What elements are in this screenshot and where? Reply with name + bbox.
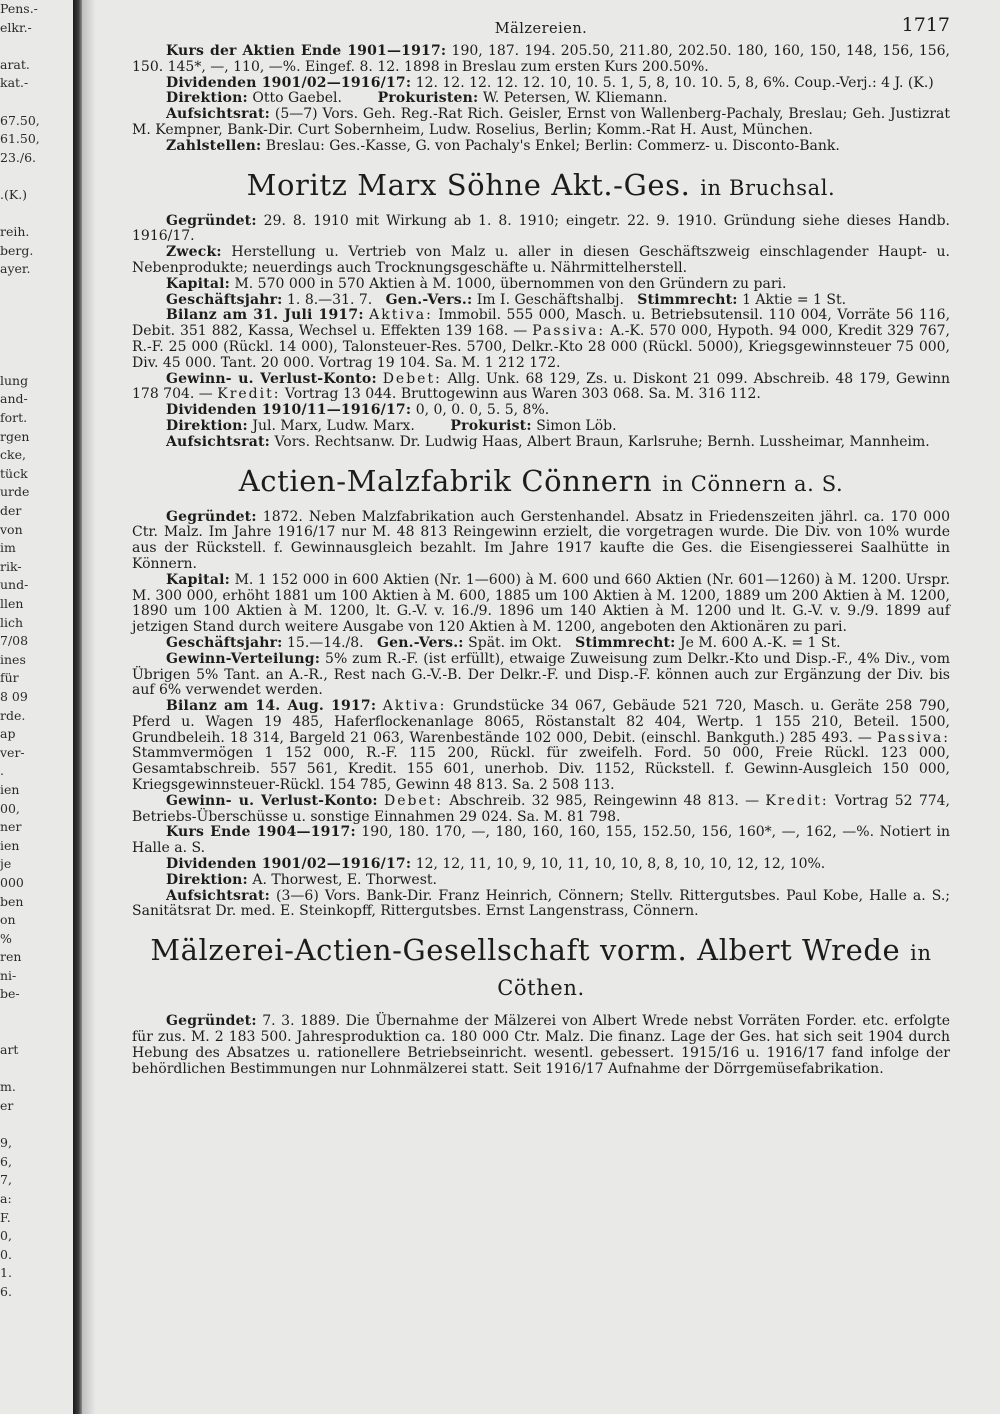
margin-fragment xyxy=(0,279,62,298)
direktion-label: Direktion: xyxy=(166,871,248,888)
kurs-text: 190, 180. 170, —, 180, 160, 160, 155, 152.50, 156, 160*, —, 162, —%. Notiert in Halle a. S. xyxy=(132,824,950,857)
kredit-text: Vortrag 52 774, Betriebs-Überschüsse u. sonstige Einnahmen 29 024. Sa. M. 81 798. xyxy=(132,792,950,825)
coennern-geschaeftsjahr xyxy=(132,636,950,652)
margin-fragment: cke, xyxy=(0,447,26,463)
margin-fragment: ner xyxy=(0,819,22,835)
gewinnverteilung-text: 5% zum R.-F. (ist erfüllt), etwaige Zuweisung zum Delkr.-Kto und Disp.-F., 4% Div., vom Übrigen 5% Tant. an A.-R., Rest nach G.-V.-B. Der Delkr.-F. und Disp.-F. können auch zur Ergänzung der Div. bis auf 6% verwendet werden. xyxy=(132,650,951,699)
margin-fragment xyxy=(0,1023,62,1042)
page xyxy=(132,14,951,1077)
margin-fragment: ines xyxy=(0,651,26,667)
bilanz-label: Bilanz am 31. Juli 1917: xyxy=(166,307,364,324)
margin-fragment: berg. xyxy=(0,242,34,258)
passiva-text: A.-K. 570 000, Hypoth. 94 000, Kredit 329 767, R.-F. 25 000 (Rückl. 14 000), Talonsteuer-Res. 5700, Delkr.-Kto 28 000 (Rückl. 5000), Kriegsgewinnsteuer 75 000, Div. 45 000. Tant. 20 000. Vortrag 19 104. Sa. M. 1 212 172. xyxy=(132,323,950,371)
margin-fragment: a: xyxy=(0,1191,12,1206)
margin-fragment: tück xyxy=(0,465,28,481)
kredit-label: Kredit: xyxy=(765,792,829,809)
debet-text: Abschreib. 32 985, Reingewinn 48 813. — xyxy=(449,792,760,809)
margin-fragment: and- xyxy=(0,391,28,407)
aktiva-text: Grundstücke 34 067, Gebäude 521 720, Masch. u. Geräte 258 790, Pferd u. Wagen 19 485, Haferflockenanlage 8065, Röstanstalt 82 404, Wertp. 1 155 210, Beteil. 1500, Grundbeleih. 18 314, Bargeld 21 063, Warenbestände 102 000, Debit. (einschl. Bankguth.) 285 493. — xyxy=(132,698,951,746)
company-name: Actien-Malzfabrik Cönnern xyxy=(238,463,653,498)
margin-fragment: kat.- xyxy=(0,75,29,91)
margin-fragment: ayer. xyxy=(0,261,31,277)
prokuristen-label: Prokuristen: xyxy=(377,90,479,107)
gegruendet-label: Gegründet: xyxy=(166,508,257,525)
marx-guv xyxy=(132,372,950,404)
passiva-label: Passiva: xyxy=(877,729,950,746)
passiva-text: Stammvermögen 1 152 000, R.-F. 115 200, Rückl. für zweifelh. Ford. 50 000, Freie Rückl. 123 000, Gesamtabschreib. 557 561, Kredit. 155 601, unerhob. Div. 1152, Rückstell. f. Gewinn-Ausgleich 150 000, Kriegsgewinnsteuer-Rückl. 154 785, Gewinn 48 813. Sa. 2 508 113. xyxy=(132,745,950,794)
margin-fragment: der xyxy=(0,503,22,519)
marx-bilanz xyxy=(132,308,950,371)
margin-fragment: je xyxy=(0,856,12,872)
margin-fragment: % xyxy=(0,930,12,946)
guv-label: Gewinn- u. Verlust-Konto: xyxy=(166,792,378,809)
stimmrecht-label: Stimmrecht: xyxy=(637,291,738,308)
margin-fragment: ren xyxy=(0,949,22,965)
dividenden-text: 12, 12, 11, 10, 9, 10, 11, 10, 10, 8, 8, 10, 10, 12, 12, 10%. xyxy=(415,856,826,873)
margin-fragment: rgen xyxy=(0,428,30,444)
direktion-text: Jul. Marx, Ludw. Marx. xyxy=(252,417,415,434)
kurs-label: Kurs der Aktien Ende 1901—1917: xyxy=(166,43,447,59)
kredit-text: Vortrag 13 044. Bruttogewinn aus Waren 303 068. Sa. M. 316 112. xyxy=(284,386,761,403)
coennern-bilanz xyxy=(132,699,950,794)
margin-fragment xyxy=(0,1060,62,1079)
margin-fragment: 6, xyxy=(0,1153,12,1169)
aufsichtsrat-label: Aufsichtsrat: xyxy=(166,433,270,450)
margin-fragment xyxy=(0,316,62,335)
margin-fragment: art xyxy=(0,1042,19,1058)
margin-fragment xyxy=(0,335,62,354)
coennern-kurs xyxy=(132,825,950,857)
marx-gegruendet xyxy=(132,214,950,246)
margin-fragment: be- xyxy=(0,986,20,1002)
running-title: Mälzereien. xyxy=(494,21,588,37)
debet-label: Debet: xyxy=(382,370,442,387)
aktiva-label: Aktiva: xyxy=(369,307,433,324)
margin-fragment: 7/08 xyxy=(0,633,29,649)
margin-fragment: 61.50, xyxy=(0,131,40,147)
margin-fragment: 6. xyxy=(0,1283,12,1299)
company-name: Moritz Marx Söhne Akt.-Ges. xyxy=(246,167,691,202)
marx-aufsichtsrat xyxy=(132,435,950,451)
coennern-dividenden xyxy=(132,857,950,873)
margin-fragment: fort. xyxy=(0,410,28,426)
prev-zahlstellen xyxy=(132,139,950,155)
dividenden-text: 12. 12. 12. 12. 12. 10, 10. 5. 1, 5, 8, 10. 10. 5, 8, 6%. Coup.-Verj.: 4 J. (K.) xyxy=(415,74,934,91)
margin-fragment xyxy=(0,1004,62,1023)
coennern-gewinnverteilung xyxy=(132,652,950,699)
zweck-text: Herstellung u. Vertrieb von Malz u. aller in diesen Geschäftszweig einschlagender Haupt- u. Nebenprodukte; neuerdings auch Trocknungsgeschäfte u. Nährmittelherstell. xyxy=(132,244,950,276)
margin-fragment: m. xyxy=(0,1079,16,1095)
marx-direktion xyxy=(132,419,950,435)
zahlstellen-text: Breslau: Ges.-Kasse, G. von Pachaly's Enkel; Berlin: Commerz- u. Disconto-Bank. xyxy=(265,137,840,154)
margin-fragment: F. xyxy=(0,1209,11,1225)
geschaeftsjahr-text: 1. 8.—31. 7. xyxy=(287,291,373,308)
prev-dividenden xyxy=(132,76,950,92)
company-heading-marx xyxy=(132,169,950,204)
stimmrecht-text: 1 Aktie = 1 St. xyxy=(742,291,847,308)
direktion-label: Direktion: xyxy=(166,90,248,107)
bilanz-label: Bilanz am 14. Aug. 1917: xyxy=(166,698,377,715)
margin-fragment: ap xyxy=(0,726,16,742)
gewinnverteilung-label: Gewinn-Verteilung: xyxy=(166,650,321,667)
margin-fragment: ien xyxy=(0,781,20,797)
margin-fragment: elkr.- xyxy=(0,19,32,35)
margin-fragment: arat. xyxy=(0,56,30,72)
zweck-label: Zweck: xyxy=(166,244,222,261)
prokurist-text: Simon Löb. xyxy=(536,417,617,434)
margin-fragment: ni- xyxy=(0,967,17,983)
margin-fragment xyxy=(0,167,62,186)
page-header xyxy=(132,14,950,44)
margin-fragment xyxy=(0,205,62,224)
margin-fragment: 00, xyxy=(0,800,20,816)
company-heading-coennern xyxy=(132,465,950,500)
kapital-text: M. 570 000 in 570 Aktien à M. 1000, übernommen von den Gründern zu pari. xyxy=(234,275,787,292)
aktiva-text: Immobil. 555 000, Masch. u. Betriebsutensil. 110 004, Vorräte 56 116, Debit. 351 882, Kassa, Wechsel u. Effekten 139 168. — xyxy=(132,307,951,340)
genvers-text: Spät. im Okt. xyxy=(468,634,562,651)
kurs-text: 190, 187. 194. 205.50, 211.80, 202.50. 180, 160, 150, 148, 156, 156, 150. 145*, —, 110, —%. Eingef. 8. 12. 1898 in Breslau zum ersten Kurs 200.50%. xyxy=(132,43,951,75)
margin-fragment: reih. xyxy=(0,224,30,240)
margin-fragment: lich xyxy=(0,614,24,630)
aktiva-label: Aktiva: xyxy=(382,698,447,715)
margin-fragment: von xyxy=(0,521,23,537)
genvers-label: Gen.-Vers.: xyxy=(385,291,473,308)
gegruendet-text: 7. 3. 1889. Die Übernahme der Mälzerei von Albert Wrede nebst Vorräten Forder. etc. erfolgte für zus. M. 2 183 500. Jahresproduktion ca. 180 000 Ctr. Malz. Die finanz. Lage der Ges. hat sich seit 1904 durch Hebung des Absatzes u. rationellere Betriebseinricht. wesentl. gebessert. 1915/16 u. 1916/17 fand infolge der behördlichen Bestimmungen nur Lohnmälzerei statt. Seit 1916/17 Aufnahme der Dörrgemüsefabrikation. xyxy=(132,1013,950,1077)
previous-page-margin xyxy=(0,0,62,1414)
dividenden-label: Dividenden 1901/02—1916/17: xyxy=(166,856,412,873)
margin-fragment: urde xyxy=(0,484,30,500)
margin-fragment xyxy=(0,1116,62,1135)
margin-fragment: und- xyxy=(0,577,29,593)
gegruendet-label: Gegründet: xyxy=(166,1013,257,1030)
company-location: in Cöthen. xyxy=(497,941,932,1001)
margin-fragment: ien xyxy=(0,837,20,853)
kredit-label: Kredit: xyxy=(217,386,281,403)
passiva-label: Passiva: xyxy=(532,323,606,340)
prokuristen-text: W. Petersen, W. Kliemann. xyxy=(482,90,668,107)
margin-fragment: llen xyxy=(0,596,24,611)
coennern-direktion xyxy=(132,873,950,889)
page-number: 1717 xyxy=(901,14,950,36)
genvers-text: Im I. Geschäftshalbj. xyxy=(476,291,624,308)
marx-kapital xyxy=(132,277,950,293)
margin-fragment xyxy=(0,353,62,372)
kapital-label: Kapital: xyxy=(166,571,230,588)
margin-fragment: on xyxy=(0,912,16,928)
dividenden-text: 0, 0, 0. 0, 5. 5, 8%. xyxy=(415,402,550,419)
genvers-label: Gen.-Vers.: xyxy=(376,634,464,651)
aufsichtsrat-label: Aufsichtsrat: xyxy=(166,106,270,123)
prev-aufsichtsrat xyxy=(132,107,950,139)
direktion-text: Otto Gaebel. xyxy=(252,90,342,107)
margin-fragment: 0. xyxy=(0,1246,12,1262)
dividenden-label: Dividenden 1901/02—1916/17: xyxy=(166,74,412,91)
coennern-guv xyxy=(132,794,950,826)
margin-fragment: lung xyxy=(0,372,29,388)
aufsichtsrat-text: (5—7) Vors. Geh. Reg.-Rat Rich. Geisler, Ernst von Wallenberg-Pachaly, Breslau; Geh. Justizrat M. Kempner, Bank-Dir. Curt Sobernheim, Ludw. Roselius, Berlin; Komm.-Rat H. Aust, München. xyxy=(132,106,951,138)
margin-fragment: für xyxy=(0,670,19,686)
margin-fragment xyxy=(0,93,62,112)
stimmrecht-text: Je M. 600 A.-K. = 1 St. xyxy=(679,634,841,651)
dividenden-label: Dividenden 1910/11—1916/17: xyxy=(166,402,412,419)
guv-label: Gewinn- u. Verlust-Konto: xyxy=(166,370,377,387)
spine-shadow xyxy=(82,0,96,1414)
margin-fragment: .(K.) xyxy=(0,186,28,202)
gegruendet-text: 29. 8. 1910 mit Wirkung ab 1. 8. 1910; eingetr. 22. 9. 1910. Gründung siehe dieses Handb. 1916/17. xyxy=(132,212,950,245)
direktion-label: Direktion: xyxy=(166,417,248,434)
prokurist-label: Prokurist: xyxy=(450,417,532,434)
company-location: in Cönnern a. S. xyxy=(662,471,844,496)
geschaeftsjahr-label: Geschäftsjahr: xyxy=(166,634,283,651)
zahlstellen-label: Zahlstellen: xyxy=(166,137,262,154)
margin-fragment: er xyxy=(0,1098,14,1114)
geschaeftsjahr-label: Geschäftsjahr: xyxy=(166,291,283,308)
margin-fragment: rde. xyxy=(0,707,26,723)
aufsichtsrat-text: Vors. Rechtsanw. Dr. Ludwig Haas, Albert Braun, Karlsruhe; Bernh. Lussheimar, Mannheim. xyxy=(274,433,930,450)
margin-fragment: 8 09 xyxy=(0,688,28,704)
margin-fragment: ben xyxy=(0,893,24,909)
prev-direktion xyxy=(132,91,950,107)
company-heading-wrede xyxy=(132,934,950,1004)
margin-fragment xyxy=(0,298,62,317)
company-name: Mälzerei-Actien-Gesellschaft vorm. Albert Wrede xyxy=(150,933,901,968)
margin-fragment: Pens.- xyxy=(0,1,38,16)
margin-fragment: 0, xyxy=(0,1228,12,1244)
marx-zweck xyxy=(132,245,950,277)
margin-fragment: ver- xyxy=(0,744,25,760)
company-location: in Bruchsal. xyxy=(700,175,836,200)
margin-fragment: . xyxy=(0,763,4,779)
coennern-gegruendet xyxy=(132,510,950,573)
wrede-gegruendet xyxy=(132,1014,950,1077)
kapital-text: M. 1 152 000 in 600 Aktien (Nr. 1—600) à M. 600 und 660 Aktien (Nr. 601—1260) à M. 1200. Urspr. M. 300 000, erhöht 1881 um 100 Aktien à M. 600, 1885 um 100 Aktien à M. 1200, 1889 um 200 Aktien à M. 1200, 1890 um 100 Aktien à M. 1200, lt. G.-V. v. 16./9. 1896 um 140 Aktien à M. 1200 und lt. G.-V. v. 9./9. 1899 auf jetzigen Stand durch weitere Ausgabe von 120 Aktien à M. 1200, angeboten den Aktionären zu pari. xyxy=(132,571,950,636)
book-spine xyxy=(73,0,82,1414)
margin-fragment xyxy=(0,37,62,56)
kapital-label: Kapital: xyxy=(166,275,230,292)
geschaeftsjahr-text: 15.—14./8. xyxy=(287,634,364,651)
margin-fragment: 67.50, xyxy=(0,112,40,128)
margin-fragment: im xyxy=(0,540,16,556)
marx-geschaeftsjahr xyxy=(132,293,950,309)
kurs-label: Kurs Ende 1904—1917: xyxy=(166,824,356,841)
debet-text: Allg. Unk. 68 129, Zs. u. Diskont 21 099. Abschreib. 48 179, Gewinn 178 704. — xyxy=(132,370,951,403)
coennern-kapital xyxy=(132,573,950,636)
margin-fragment: 23./6. xyxy=(0,149,37,165)
margin-fragment: 9, xyxy=(0,1135,12,1151)
gegruendet-text: 1872. Neben Malzfabrikation auch Gerstenhandel. Absatz in Friedenszeiten jährl. ca. 170 000 Ctr. Malz. Im Jahre 1916/17 nur M. 48 813 Reingewinn erzielt, die vorgetragen wurde. Die Div. von 10% wurde aus der Rückstell. f. Gewinnausgleich bezahlt. Im Jahre 1917 kaufte die Ges. die Eisengiesserei Saalhütte in Könnern. xyxy=(132,508,950,572)
coennern-aufsichtsrat xyxy=(132,889,950,921)
aufsichtsrat-text: (3—6) Vors. Bank-Dir. Franz Heinrich, Cönnern; Stellv. Rittergutsbes. Paul Kobe, Halle a. S.; Sanitätsrat Dr. med. E. Steinkopff, Rittergutsbes. Ernst Langenstrass, Cönnern. xyxy=(132,887,950,920)
margin-fragment: 7, xyxy=(0,1172,12,1188)
prev-kurs xyxy=(132,44,950,76)
margin-fragment: rik- xyxy=(0,558,22,574)
stimmrecht-label: Stimmrecht: xyxy=(575,634,676,651)
marx-dividenden xyxy=(132,403,950,419)
gegruendet-label: Gegründet: xyxy=(166,212,257,229)
aufsichtsrat-label: Aufsichtsrat: xyxy=(166,887,270,904)
direktion-text: A. Thorwest, E. Thorwest. xyxy=(252,871,437,888)
debet-label: Debet: xyxy=(384,792,444,809)
margin-fragment: 1. xyxy=(0,1265,12,1281)
margin-fragment: 000 xyxy=(0,874,24,890)
